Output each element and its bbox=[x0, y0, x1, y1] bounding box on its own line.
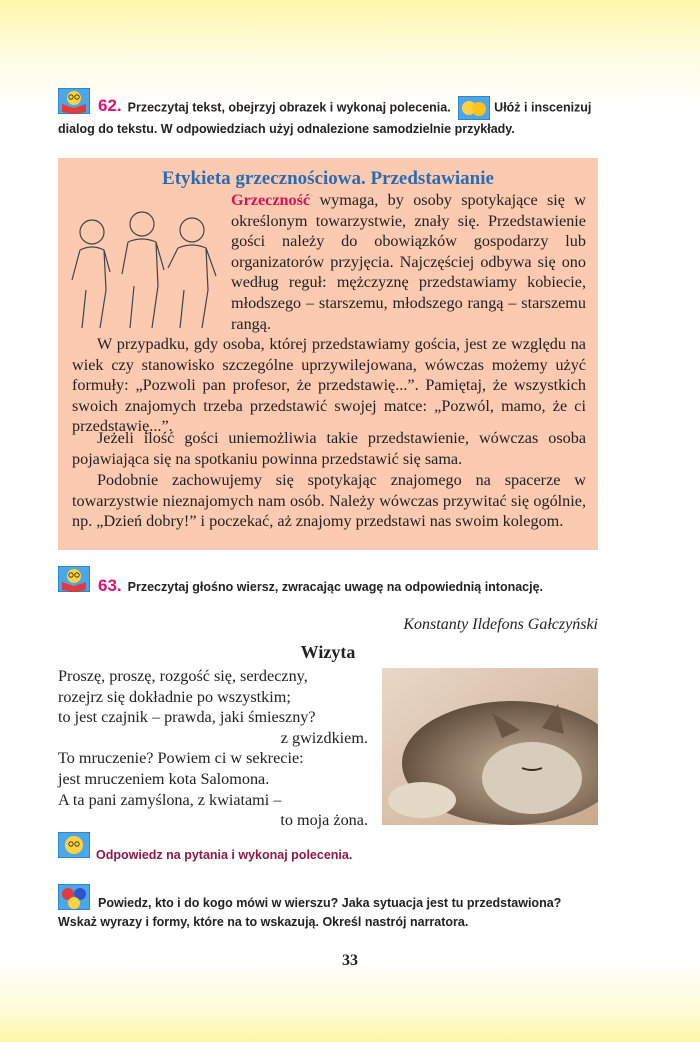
talking-faces-icon bbox=[458, 96, 490, 120]
lead-word: Grzeczność bbox=[231, 191, 311, 209]
poem-line: rozejrz się dokładnie po wszystkim; bbox=[58, 687, 291, 706]
article-paragraph-1 bbox=[231, 190, 586, 334]
poem-line: z gwizdkiem. bbox=[280, 728, 368, 747]
thinking-face-icon bbox=[58, 832, 90, 858]
poem-line: to jest czajnik – prawda, jaki śmieszny? bbox=[58, 708, 316, 727]
task-62 bbox=[58, 96, 598, 139]
poem-line: Proszę, proszę, rozgość się, serdeczny, bbox=[58, 667, 308, 685]
poem-title: Wizyta bbox=[300, 642, 356, 662]
question-1 bbox=[58, 894, 598, 932]
poem-line: to moja żona. bbox=[280, 811, 368, 830]
poem-body bbox=[58, 666, 368, 831]
poem-author: Konstanty Ildefons Gałczyński bbox=[403, 616, 598, 633]
questions-heading: Odpowiedz na pytania i wykonaj polecenia. bbox=[96, 848, 353, 862]
poem-line: jest mruczeniem kota Salomona. bbox=[58, 769, 270, 788]
task-number: 63. bbox=[98, 576, 122, 595]
page-number: 33 bbox=[342, 952, 358, 969]
task-63 bbox=[58, 576, 598, 597]
article-title: Etykieta grzecznościowa. Przedstawianie bbox=[162, 168, 494, 189]
p1-text: wymaga, by osoby spotykające się w określonym towarzystwie, znały się. Przedstawienie gości należy do obowiązków gospodarzy lub organizatorów przyjęcia. Najczęściej odbywa się ono według reguł: mężczyznę przedstawiamy kobiecie, młodszego – starszemu, młodszego rangą – starszemu rangą. bbox=[231, 191, 586, 333]
question-1-text: Powiedz, kto i do kogo mówi w wierszu? Jaka sytuacja jest tu przedstawiona? Wskaż wyrazy i formy, które na to wskazują. Określ nastrój narratora. bbox=[58, 896, 562, 929]
task-62-text-b: Ułóż i inscenizuj dialog do tekstu. W odpowiedziach użyj odnalezione samodzielnie przykłady. bbox=[58, 100, 592, 136]
poem-line: A ta pani zamyślona, z kwiatami – bbox=[58, 790, 282, 809]
article-paragraph-3: Jeżeli ilość gości uniemożliwia takie przedstawienie, wówczas osoba pojawiająca się na spotkaniu powinna przedstawić się sama. bbox=[72, 429, 586, 468]
cat-photo bbox=[382, 668, 598, 825]
article-paragraph-4: Podobnie zachowujemy się spotykając znajomego na spacerze w towarzystwie nieznajomych nam osób. Należy wówczas przywitać się ogólnie, np. „Dzień dobry!” i poczekać, aż znajomy przedstawi nas swoim kolegom. bbox=[72, 471, 586, 531]
article-box bbox=[58, 158, 598, 550]
poem-line: To mruczenie? Powiem ci w sekrecie: bbox=[58, 749, 304, 768]
article-paragraph-2: W przypadku, gdy osoba, której przedstawiamy gościa, jest ze względu na wiek czy stanowisko szczególne uprzywilejowana, wówczas możemy użyć formuły: „Pozwoli pan profesor, że przedstawię...”. Pamiętaj, że wszystkich swoich znajomych trzeba przedstawić swojej matce: „Pozwól, mamo, że ci przedstawię...”. bbox=[72, 335, 586, 436]
task-number: 62. bbox=[98, 96, 122, 116]
three-boys-illustration bbox=[64, 210, 224, 330]
task-62-text-a: Przeczytaj tekst, obejrzyj obrazek i wykonaj polecenia. bbox=[127, 100, 451, 115]
task-63-text: Przeczytaj głośno wiersz, zwracając uwagę na odpowiednią intonację. bbox=[127, 580, 544, 594]
